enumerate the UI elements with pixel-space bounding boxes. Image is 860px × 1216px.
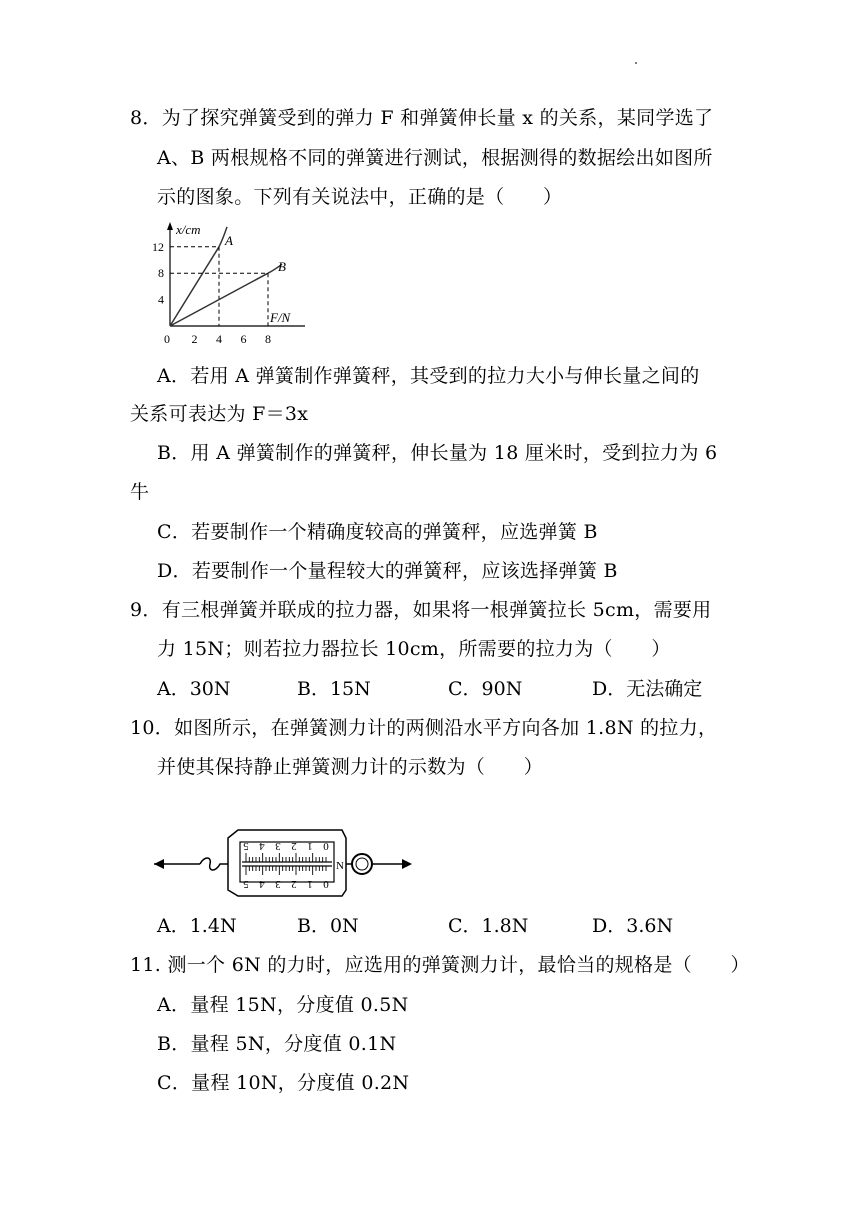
- right-arrow-icon: [402, 859, 412, 869]
- scale-digit-bottom: 4: [259, 878, 265, 890]
- q8-option-d: D．若要制作一个量程较大的弹簧秤，应该选择弹簧 B: [157, 560, 618, 582]
- q10-option-a: A．1.4N: [157, 915, 237, 937]
- y-tick-label: 4: [158, 292, 164, 307]
- scale-digit-top: 3: [275, 840, 281, 852]
- spring-scale-figure: [150, 826, 415, 898]
- x-tick-label: 0: [164, 332, 170, 346]
- q8-stem-line1: 8．为了探究弹簧受到的弹力 F 和弹簧伸长量 x 的关系，某同学选了: [130, 107, 714, 129]
- q8-option-c: C．若要制作一个精确度较高的弹簧秤，应选弹簧 B: [157, 521, 598, 543]
- scale-digit-top: 2: [291, 840, 297, 852]
- q8-stem-line3: 示的图象。下列有关说法中，正确的是（ ）: [157, 186, 563, 208]
- x-tick-label: 2: [191, 332, 198, 346]
- scale-digit-bottom: 5: [243, 878, 249, 890]
- q11-option-a: A．量程 15N，分度值 0.5N: [157, 994, 409, 1016]
- x-tick-label: 8: [265, 332, 271, 346]
- q10-option-d: D．3.6N: [592, 915, 674, 937]
- q11-stem: 11. 测一个 6N 的力时，应选用的弹簧测力计，最恰当的规格是（ ）: [130, 954, 750, 976]
- y-tick-label: 12: [152, 239, 164, 254]
- q11-option-b: B．量程 5N，分度值 0.1N: [157, 1033, 397, 1055]
- scale-digit-bottom: 3: [275, 878, 281, 890]
- q8-option-b-line1: B．用 A 弹簧制作的弹簧秤，伸长量为 18 厘米时，受到拉力为 6: [157, 442, 718, 464]
- scale-digit-bottom: 1: [307, 878, 313, 890]
- series-label-a: A: [225, 232, 233, 248]
- q8-stem-line2: A、B 两根规格不同的弹簧进行测试，根据测得的数据绘出如图所: [157, 147, 713, 169]
- x-tick-label: 4: [216, 332, 222, 346]
- scale-digit-top: 4: [259, 840, 265, 852]
- q10-stem-line1: 10．如图所示，在弹簧测力计的两侧沿水平方向各加 1.8N 的拉力，: [130, 717, 718, 739]
- y-axis-arrow-icon: [167, 222, 173, 230]
- scale-digit-top: 1: [307, 840, 313, 852]
- series-line-a: [170, 247, 219, 326]
- q9-option-c: C．90N: [448, 678, 523, 700]
- x-tick-label: 6: [240, 332, 247, 346]
- q11-option-c: C．量程 10N，分度值 0.2N: [157, 1072, 410, 1094]
- scale-digit-bottom: 0: [323, 878, 329, 890]
- q8-option-b-line2: 牛: [130, 481, 150, 503]
- y-axis-label: x/cm: [176, 222, 201, 237]
- scale-digit-bottom: 2: [291, 878, 297, 890]
- q9-option-d: D．无法确定: [592, 678, 703, 700]
- q10-option-c: C．1.8N: [448, 915, 529, 937]
- q9-stem-line2: 力 15N；则若拉力器拉长 10cm，所需要的拉力为（ ）: [157, 638, 671, 660]
- scale-digit-top: 0: [323, 840, 329, 852]
- q10-stem-line2: 并使其保持静止弹簧测力计的示数为（ ）: [157, 756, 544, 778]
- scale-digit-top: 5: [243, 840, 249, 852]
- q9-option-b: B．15N: [297, 678, 371, 700]
- series-label-b: B: [278, 259, 286, 275]
- q8-graph: [145, 218, 320, 348]
- q9-option-a: A．30N: [157, 678, 231, 700]
- page-dot: [635, 62, 637, 64]
- left-arrow-icon: [154, 859, 164, 869]
- q9-stem-line1: 9．有三根弹簧并联成的拉力器，如果将一根弹簧拉长 5cm，需要用: [130, 599, 712, 621]
- x-axis-label: F/N: [270, 310, 291, 325]
- q8-option-a-line2: 关系可表达为 F＝3x: [130, 403, 309, 425]
- y-tick-label: 8: [158, 266, 164, 281]
- scale-unit: N: [336, 860, 344, 872]
- q10-option-b: B．0N: [297, 915, 359, 937]
- q8-option-a-line1: A．若用 A 弹簧制作弹簧秤，其受到的拉力大小与伸长量之间的: [157, 365, 700, 387]
